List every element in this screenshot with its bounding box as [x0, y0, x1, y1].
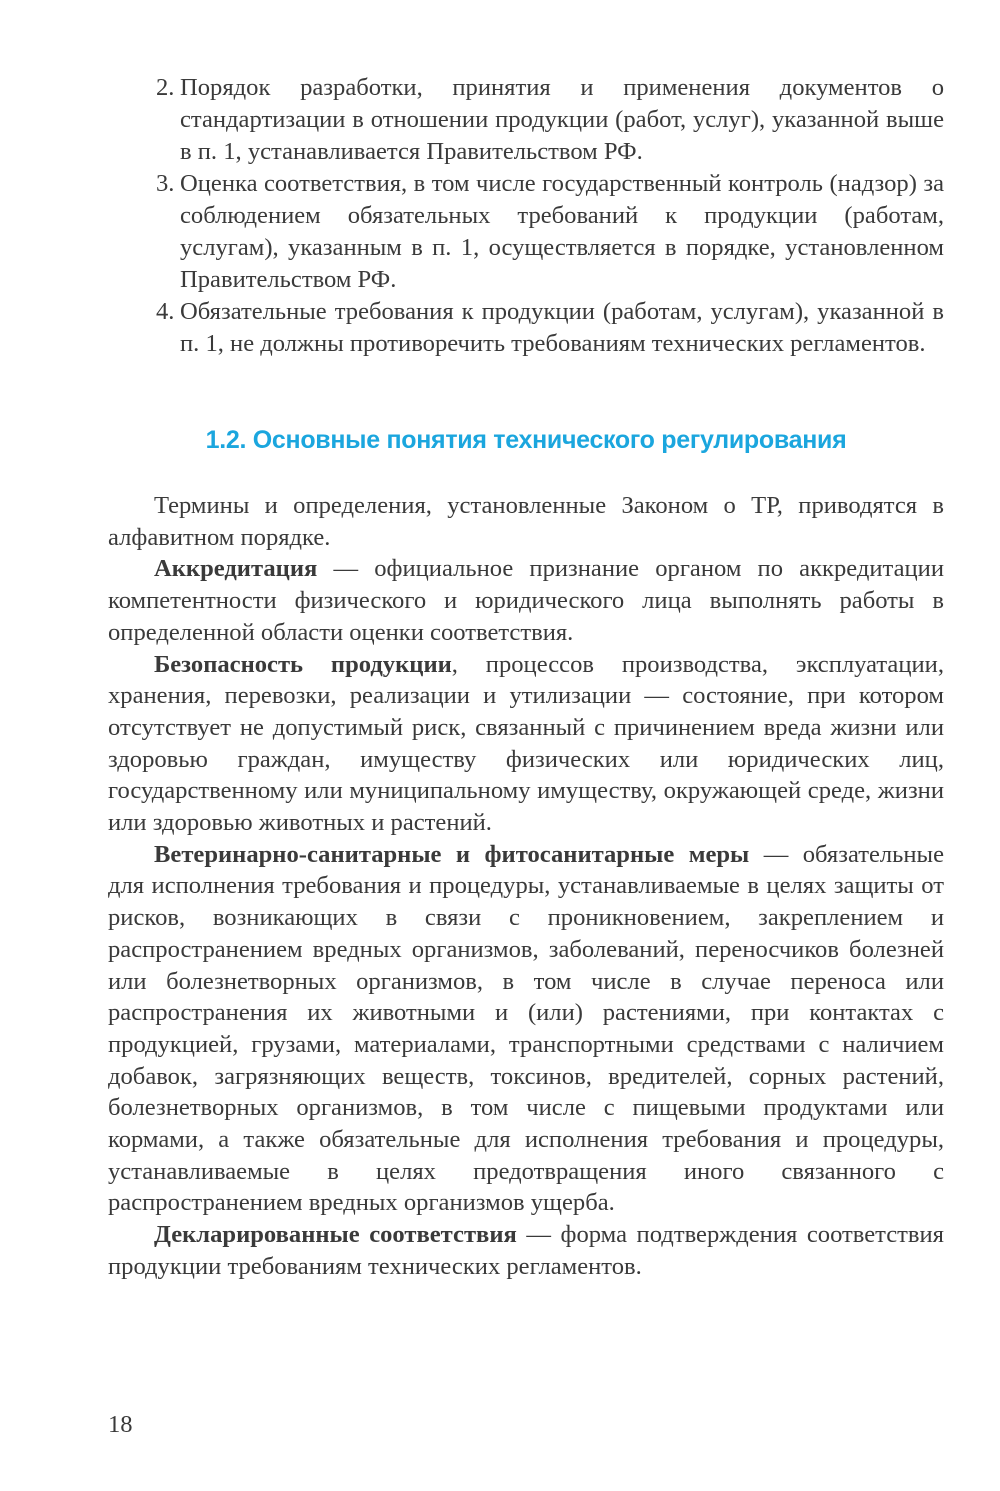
definition-text: — официальное признание органом по аккредитации компетентности физического и юридического лица выполнять работы в определенной области оценки соответствия. [108, 555, 944, 646]
definition-term: Декларированные соответствия [154, 1221, 517, 1249]
definition-text: , процессов производства, эксплуатации, хранения, перевозки, реализации и утилизации — состояние, при котором отсутствует не допустимый риск, связанный с причинением вреда жизни или здоровью граждан, имуществу физических или юридических лиц, государственному или муниципальному имуществу, окружающей среде, жизни или здоровью животных и растений. [108, 650, 944, 837]
list-item-text: Обязательные требования к продукции (работам, услугам), указанной в п. 1, не должны противоречить требованиям технических регламентов. [180, 298, 944, 357]
definition-text: — форма подтверждения соответствия продукции требованиям технических регламентов. [108, 1221, 944, 1280]
list-item-number: 4. [156, 298, 175, 325]
page-number: 18 [108, 1411, 133, 1438]
list-item-number: 3. [156, 170, 175, 197]
definition-paragraph [108, 1219, 944, 1282]
list-item [108, 296, 944, 360]
list-item [108, 72, 944, 168]
definition-term: Ветеринарно-санитарные и фитосанитарные меры [154, 840, 750, 868]
numbered-list [108, 72, 944, 360]
list-item-text: Оценка соответствия, в том числе государственный контроль (надзор) за соблюдением обязательных требований к продукции (работам, услугам), указанным в п. 1, осуществляется в порядке, установленном Правительством РФ. [180, 170, 944, 293]
definition-paragraph [108, 649, 944, 839]
list-item [108, 168, 944, 296]
page-content [108, 72, 944, 1283]
intro-paragraph: Термины и определения, установленные Законом о ТР, приводятся в алфавитном порядке. [108, 492, 944, 551]
definition-paragraph [108, 839, 944, 1219]
list-item-text: Порядок разработки, принятия и применения документов о стандартизации в отношении продукции (работ, услуг), указанной выше в п. 1, устанавливается Правительством РФ. [180, 74, 944, 165]
definition-paragraph [108, 553, 944, 648]
definition-text: — обязательные для исполнения требования и процедуры, устанавливаемые в целях защиты от рисков, возникающих в связи с проникновением, закреплением и распространением вредных организмов, заболеваний, переносчиков болезней или болезнетворных организмов, в том числе в случае переноса или распространения их животными и (или) растениями, при контактах с продукцией, грузами, материалами, транспортными средствами с наличием добавок, загрязняющих веществ, токсинов, вредителей, сорных растений, болезнетворных организмов, в том числе с пищевыми продуктами или кормами, а также обязательные для исполнения требования и процедуры, устанавливаемые в целях предотвращения иного связанного с распространением вредных организмов ущерба. [108, 840, 944, 1217]
list-item-number: 2. [156, 74, 175, 101]
definition-term: Безопасность продукции [154, 650, 452, 678]
definition-term: Аккредитация [154, 555, 318, 583]
section-heading: 1.2. Основные понятия технического регулирования [205, 426, 847, 454]
